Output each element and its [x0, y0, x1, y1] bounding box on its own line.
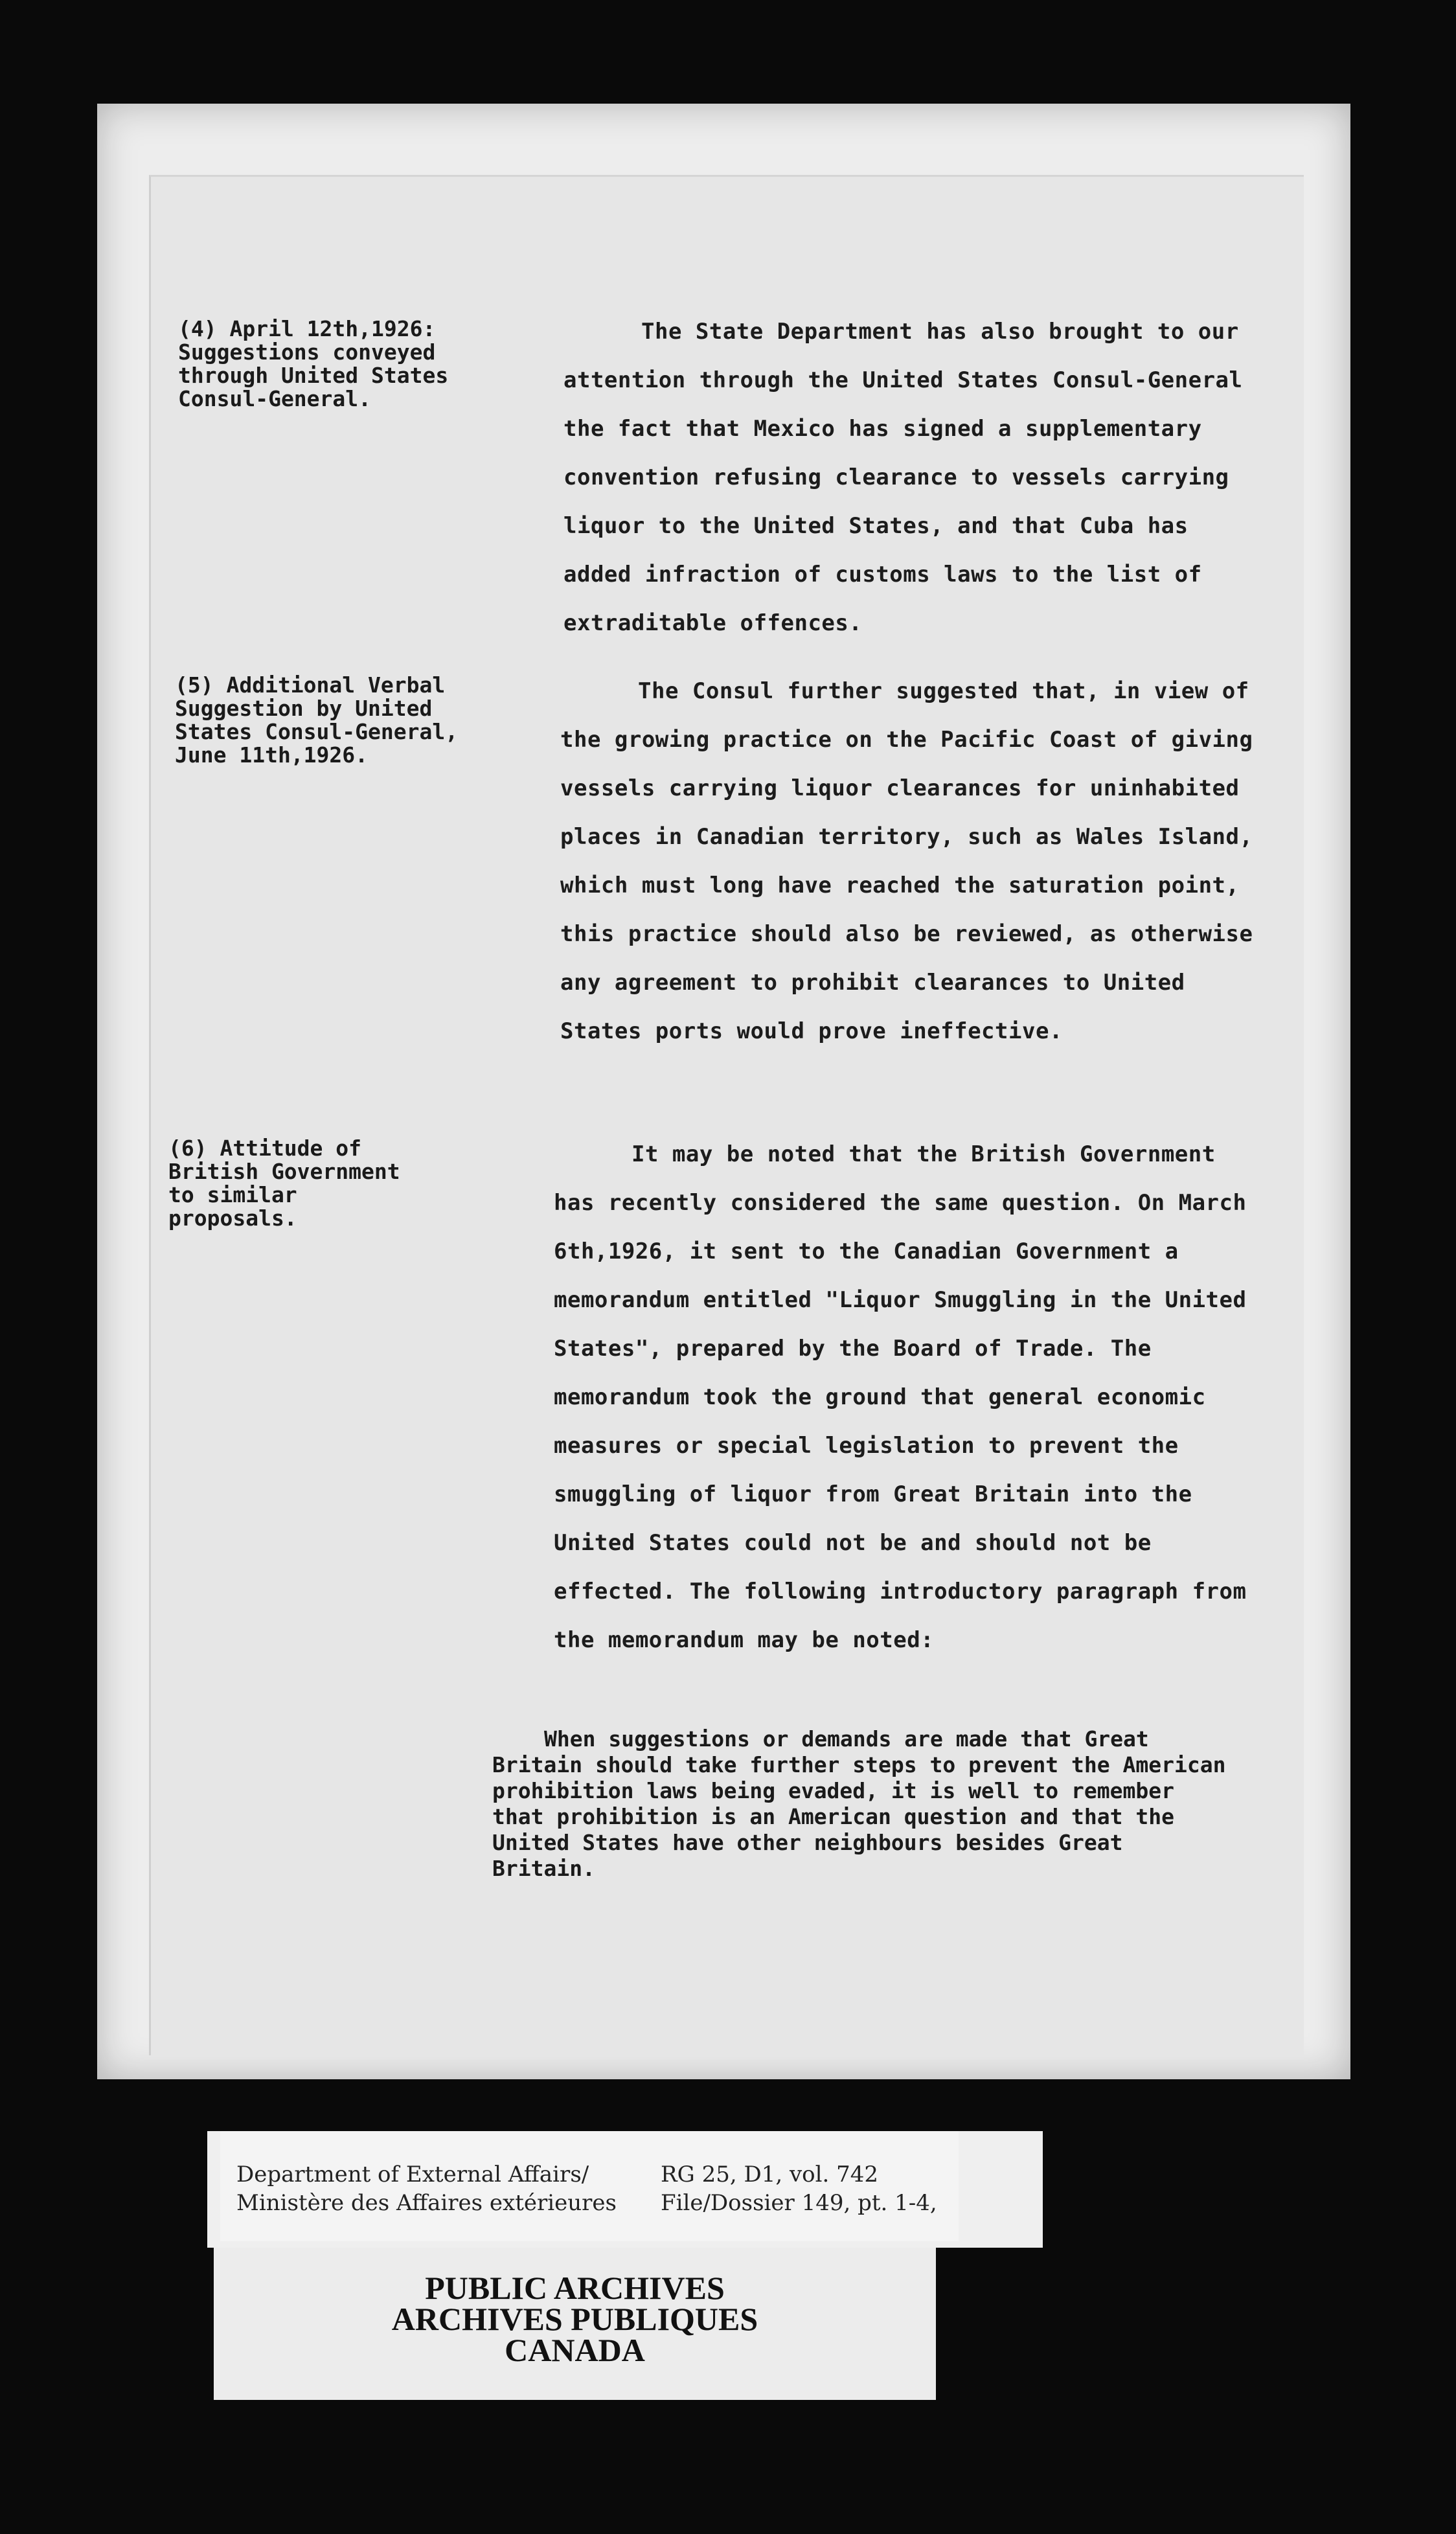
paragraph: The Consul further suggested that, in view of the growing practice on the Pacific Coast of giving vessels carrying liquor clearances for uninhabited places in Canadian territory, such as Wales Island, which must long have reached the saturation point, this practice should also be reviewed, as otherwise any agreement to prohibit clearances to United States ports would prove ineffective.	[560, 678, 1253, 1044]
archives-stamp	[214, 2248, 936, 2400]
paragraph: It may be noted that the British Government has recently considered the same question. On March 6th,1926, it sent to the Canadian Government a memorandum entitled "Liquor Smuggling in the United States", prepared by the Board of Trade. The memorandum took the ground that general economic measures or special legislation to prevent the smuggling of liquor from Great Britain into the United States could not be and should not be effected. The following introductory paragraph from the memorandum may be noted:	[554, 1141, 1247, 1653]
archive-label	[220, 2131, 959, 2241]
margin-note-5: (5) Additional Verbal Suggestion by United States Consul-General, June 11th,1926.	[175, 672, 459, 768]
archives-line-2: ARCHIVES PUBLIQUES	[391, 2301, 758, 2337]
section-4-text	[563, 308, 1263, 648]
section-5-text	[560, 667, 1260, 1056]
archives-line-3: CANADA	[505, 2332, 645, 2368]
archives-line-1: PUBLIC ARCHIVES	[425, 2270, 725, 2306]
department-name: Department of External Affairs/ Ministère des Affaires extérieures	[236, 2162, 617, 2216]
paragraph: The State Department has also brought to our attention through the United States Consul-General the fact that Mexico has signed a supplementary convention refusing clearance to vessels carrying liquor to the United States, and that Cuba has added infraction of customs laws to the list of extraditable offences.	[563, 319, 1243, 636]
memorandum-quote	[492, 1726, 1237, 1882]
section-6-text	[554, 1130, 1253, 1665]
margin-note-4: (4) April 12th,1926: Suggestions conveyed through United States Consul-General.	[178, 316, 449, 411]
margin-note-6: (6) Attitude of British Government to similar proposals.	[168, 1136, 400, 1231]
file-reference: RG 25, D1, vol. 742 File/Dossier 149, pt. 1-4,	[661, 2162, 937, 2216]
quote-text: When suggestions or demands are made that Great Britain should take further steps to prevent the American prohibition laws being evaded, it is well to remember that prohibition is an American question and that the United States have other neighbours besides Great Britain.	[492, 1726, 1226, 1881]
